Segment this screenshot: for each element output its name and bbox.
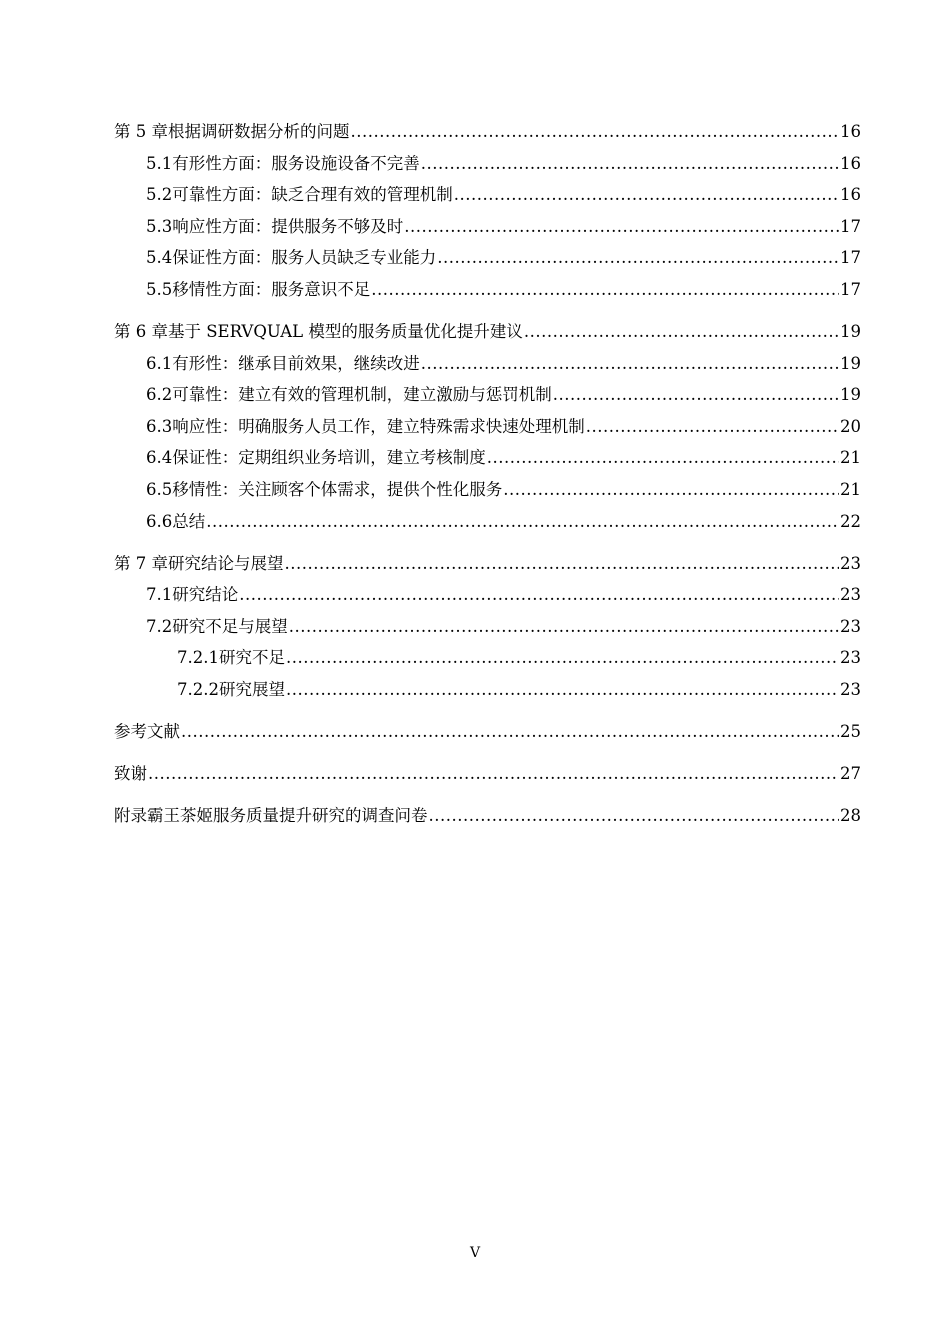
toc-entry-title: 移情性：关注顾客个体需求，提供个性化服务 (172, 479, 503, 499)
toc-entry-page: 16 (840, 122, 861, 141)
toc-entry-title: 研究结论与展望 (168, 553, 284, 573)
toc-entry-title: 研究展望 (218, 679, 285, 699)
toc-entry-number: 6.3 (146, 416, 173, 436)
toc-entry-title: 总结 (172, 511, 206, 531)
toc-entry-page: 23 (840, 585, 861, 605)
toc-entry-title: 保证性：定期组织业务培训，建立考核制度 (172, 448, 486, 468)
dot-leader (181, 722, 839, 742)
toc-entry-number: 第 6 章 (114, 321, 168, 341)
dot-leader (286, 648, 839, 668)
dot-leader (553, 385, 839, 405)
toc-entry-page: 17 (840, 216, 861, 236)
toc-entry-page: 23 (840, 648, 861, 668)
toc-entry-appendix[interactable] (114, 806, 861, 826)
toc-entry-6-5[interactable] (114, 480, 861, 500)
toc-entry-number: 5.5 (146, 279, 173, 299)
toc-entry-number: 6.6 (146, 511, 173, 531)
toc-entry-number: 7.2.2 (177, 679, 219, 699)
toc-entry-number: 7.2 (146, 616, 173, 636)
dot-leader (437, 248, 839, 268)
toc-entry-chapter-6[interactable] (114, 322, 861, 342)
toc-entry-acknowledgements[interactable] (114, 764, 861, 784)
toc-entry-page: 19 (840, 353, 861, 373)
toc-entry-number: 7.2.1 (177, 648, 219, 668)
toc-entry-7-2[interactable] (114, 617, 861, 637)
toc-entry-page: 19 (840, 385, 861, 405)
dot-leader (503, 480, 839, 500)
toc-entry-title: 有形性：继承目前效果，继续改进 (172, 353, 420, 373)
toc-entry-6-3[interactable] (114, 417, 861, 437)
toc-entry-5-3[interactable] (114, 217, 861, 237)
toc-entry-page: 22 (840, 511, 861, 531)
toc-entry-title: 致谢 (114, 763, 147, 783)
toc-entry-5-4[interactable] (114, 248, 861, 268)
dot-leader (148, 764, 839, 784)
dot-leader (289, 617, 839, 637)
toc-entry-number: 5.4 (146, 248, 173, 268)
toc-entry-7-2-1[interactable] (114, 648, 861, 668)
toc-entry-chapter-5[interactable] (114, 122, 861, 142)
toc-entry-number: 6.4 (146, 448, 173, 468)
dot-leader (371, 280, 839, 300)
toc-entry-number: 第 7 章 (114, 553, 168, 573)
toc-entry-title: 研究不足与展望 (172, 616, 288, 636)
toc-entry-title: 可靠性：建立有效的管理机制，建立激励与惩罚机制 (172, 385, 552, 405)
toc-entry-chapter-7[interactable] (114, 554, 861, 574)
toc-entry-number: 6.2 (146, 385, 173, 405)
toc-entry-7-2-2[interactable] (114, 680, 861, 700)
toc-entry-number: 5.2 (146, 185, 173, 205)
dot-leader (404, 217, 839, 237)
page-number: V (469, 1245, 481, 1261)
toc-entry-title: 基于 SERVQUAL 模型的服务质量优化提升建议 (168, 321, 523, 341)
toc-entry-page: 27 (840, 763, 861, 783)
toc-entry-5-1[interactable] (114, 154, 861, 174)
toc-entry-page: 20 (840, 416, 861, 436)
dot-leader (487, 448, 839, 468)
dot-leader (421, 354, 839, 374)
toc-entry-page: 23 (840, 553, 861, 573)
toc-entry-page: 16 (840, 153, 861, 173)
toc-entry-number: 5.3 (146, 216, 173, 236)
toc-entry-title: 可靠性方面：缺乏合理有效的管理机制 (172, 185, 453, 205)
toc-entry-page: 23 (840, 679, 861, 699)
toc-entry-references[interactable] (114, 722, 861, 742)
toc-entry-7-1[interactable] (114, 585, 861, 605)
toc-entry-page: 28 (840, 805, 861, 825)
toc-entry-title: 有形性方面：服务设施设备不完善 (172, 153, 420, 173)
toc-entry-title: 研究结论 (172, 585, 239, 605)
toc-entry-5-5[interactable] (114, 280, 861, 300)
toc-entry-title: 霸王茶姬服务质量提升研究的调查问卷 (147, 805, 428, 825)
dot-leader (206, 512, 839, 532)
dot-leader (586, 417, 839, 437)
toc-entry-title: 移情性方面：服务意识不足 (172, 279, 371, 299)
toc-entry-page: 21 (840, 479, 861, 499)
table-of-contents (114, 118, 861, 826)
toc-entry-page: 17 (840, 248, 861, 268)
toc-entry-title: 保证性方面：服务人员缺乏专业能力 (172, 248, 437, 268)
toc-entry-page: 23 (840, 616, 861, 636)
toc-entry-page: 21 (840, 448, 861, 468)
toc-entry-6-2[interactable] (114, 385, 861, 405)
toc-entry-title: 响应性：明确服务人员工作，建立特殊需求快速处理机制 (172, 416, 585, 436)
toc-entry-page: 16 (840, 185, 861, 205)
toc-entry-title: 研究不足 (218, 648, 285, 668)
toc-entry-page: 19 (840, 321, 861, 341)
toc-entry-page: 17 (840, 279, 861, 299)
toc-entry-number: 7.1 (146, 585, 173, 605)
dot-leader (239, 585, 839, 605)
toc-entry-title: 响应性方面：提供服务不够及时 (172, 216, 404, 236)
toc-entry-number: 附录 (114, 805, 147, 825)
toc-entry-page: 25 (840, 721, 861, 741)
toc-entry-6-4[interactable] (114, 448, 861, 468)
toc-entry-number: 6.1 (146, 353, 173, 373)
dot-leader (285, 554, 840, 574)
toc-entry-number: 6.5 (146, 479, 173, 499)
toc-entry-6-6[interactable] (114, 512, 861, 532)
toc-entry-number: 5.1 (146, 153, 173, 173)
dot-leader (454, 185, 839, 205)
toc-entry-5-2[interactable] (114, 185, 861, 205)
dot-leader (524, 322, 839, 342)
dot-leader (421, 154, 839, 174)
toc-entry-title: 根据调研数据分析的问题 (168, 122, 350, 141)
toc-entry-6-1[interactable] (114, 354, 861, 374)
toc-entry-number: 第 5 章 (114, 122, 168, 141)
dot-leader (429, 806, 840, 826)
toc-entry-title: 参考文献 (114, 721, 180, 741)
dot-leader (286, 680, 839, 700)
dot-leader (351, 122, 840, 142)
